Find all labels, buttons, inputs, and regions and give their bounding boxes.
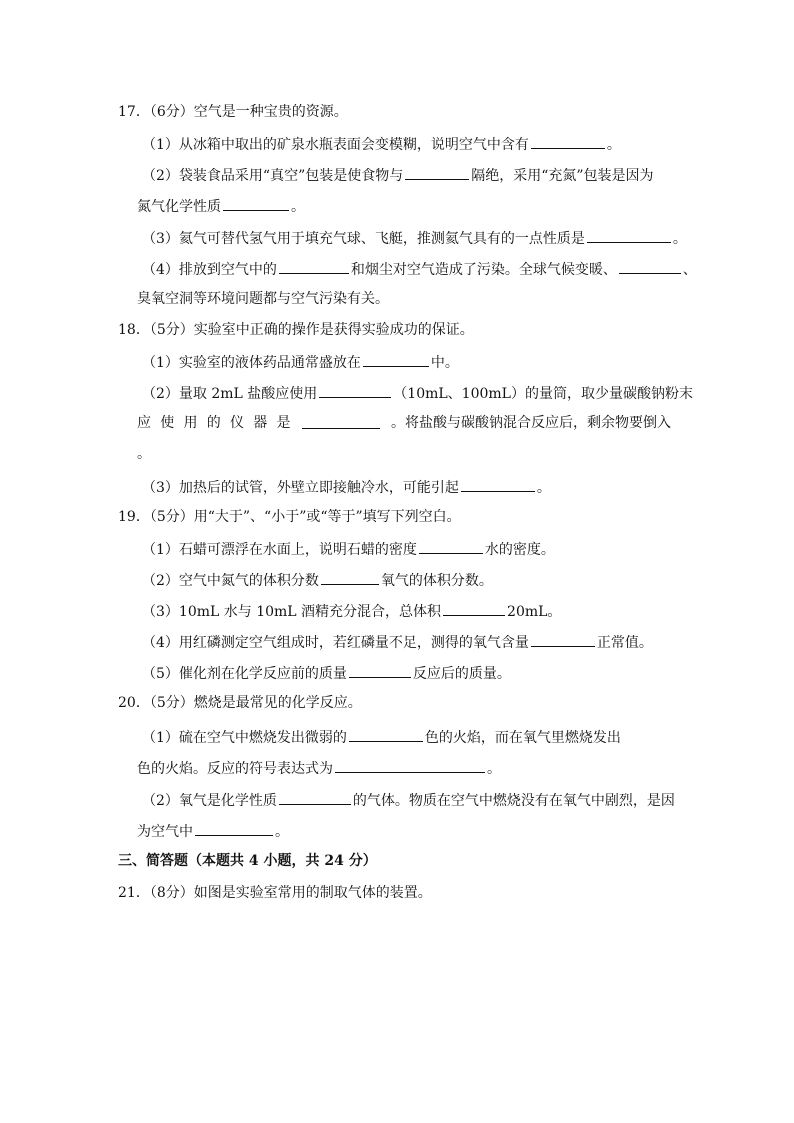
q18-sub1: （1）实验室的液体药品通常盛放在 中。	[142, 351, 459, 373]
q18-sub2-end: 。	[137, 446, 151, 462]
q19-title: 19．（5分）用“大于”、“小于”或“等于”填写下列空白。	[118, 509, 461, 525]
answer-blank[interactable]	[321, 569, 379, 585]
answer-blank[interactable]	[223, 195, 289, 211]
q19-sub5: （5）催化剂在化学反应前的质量 反应后的质量。	[142, 662, 511, 684]
q18-sub2: （2）量取 2mL 盐酸应使用 （10mL、100mL）的量筒，取少量碳酸钠粉末	[142, 382, 693, 404]
q17-sub2: （2）袋装食品采用“真空”包装是使食物与 隔绝，采用“充氮”包装是因为	[142, 164, 654, 186]
q18-title: 18．（5分）实验室中正确的操作是获得实验成功的保证。	[118, 322, 474, 338]
answer-blank[interactable]	[443, 600, 505, 616]
q17-sub4-cont: 臭氧空洞等环境问题都与空气污染有关。	[137, 291, 389, 307]
q19-sub1: （1）石蜡可漂浮在水面上，说明石蜡的密度 水的密度。	[142, 538, 555, 560]
answer-blank[interactable]	[419, 538, 483, 554]
answer-blank[interactable]	[349, 662, 411, 678]
q17-title: 17．（6分）空气是一种宝贵的资源。	[118, 104, 348, 120]
answer-blank[interactable]	[195, 820, 273, 836]
q21-title: 21．（8分）如图是实验室常用的制取气体的装置。	[118, 885, 432, 901]
q20-sub1: （1）硫在空气中燃烧发出微弱的 色的火焰，而在氧气里燃烧发出	[142, 726, 621, 748]
q19-sub4: （4）用红磷测定空气组成时，若红磷量不足，测得的氧气含量 正常值。	[142, 631, 653, 653]
q17-sub3: （3）氦气可替代氢气用于填充气球、飞艇，推测氦气具有的一点性质是 。	[142, 227, 687, 249]
q17-sub2-cont: 氮气化学性质 。	[137, 195, 305, 217]
answer-blank[interactable]	[319, 382, 391, 398]
q19-sub3: （3）10mL 水与 10mL 酒精充分混合，总体积 20mL。	[142, 600, 561, 622]
answer-blank[interactable]	[461, 476, 535, 492]
answer-blank[interactable]	[531, 133, 605, 149]
answer-blank[interactable]	[405, 164, 469, 180]
answer-blank[interactable]	[335, 757, 485, 773]
answer-blank[interactable]	[619, 258, 681, 274]
q18-sub2-cont: 应 使 用 的 仪 器 是 。将盐酸与碳酸钠混合反应后，剩余物要倒入	[137, 415, 671, 431]
q17-sub4: （4）排放到空气中的 和烟尘对空气造成了污染。全球气候变暖、 、	[142, 258, 697, 280]
answer-blank[interactable]	[363, 351, 429, 367]
q20-sub2: （2）氧气是化学性质 的气体。物质在空气中燃烧没有在氧气中剧烈，是因	[142, 789, 675, 811]
q19-sub2: （2）空气中氮气的体积分数 氧气的体积分数。	[142, 569, 493, 591]
section-heading: 三、简答题（本题共 4 小题，共 24 分）	[118, 853, 377, 869]
answer-blank[interactable]	[279, 789, 351, 805]
q20-title: 20．（5分）燃烧是最常见的化学反应。	[118, 695, 362, 711]
answer-blank[interactable]	[302, 413, 380, 429]
answer-blank[interactable]	[587, 227, 671, 243]
answer-blank[interactable]	[349, 726, 423, 742]
q20-sub2-cont: 为空气中 。	[137, 820, 289, 842]
answer-blank[interactable]	[531, 631, 595, 647]
q18-sub3: （3）加热后的试管，外壁立即接触冷水，可能引起 。	[142, 476, 551, 498]
q20-sub1-cont: 色的火焰。反应的符号表达式为 。	[137, 757, 501, 779]
answer-blank[interactable]	[279, 258, 349, 274]
q17-sub1: （1）从冰箱中取出的矿泉水瓶表面会变模糊，说明空气中含有 。	[142, 133, 621, 155]
